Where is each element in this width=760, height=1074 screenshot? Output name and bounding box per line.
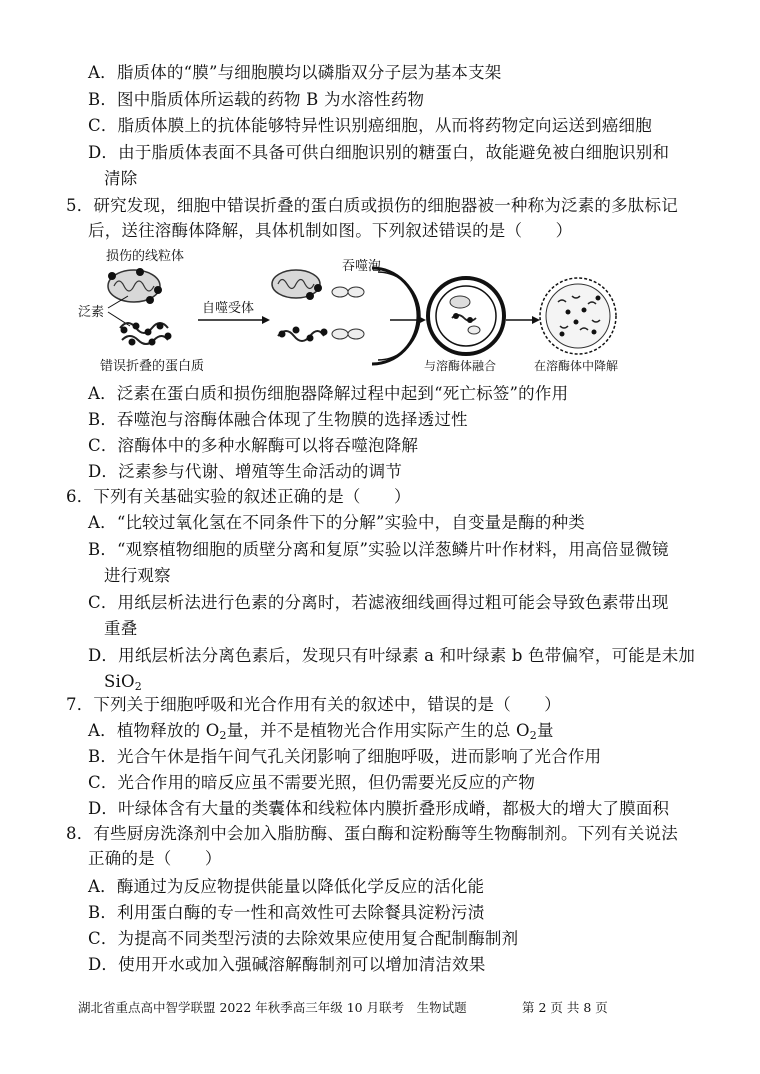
label-fusion: 与溶酶体融合 [424, 359, 497, 373]
footer-page-number: 第 2 页 共 8 页 [522, 1000, 608, 1015]
q4-option-b: B．图中脂质体所运载的药物 B 为水溶性药物 [88, 90, 425, 109]
q7-option-c: C．光合作用的暗反应虽不需要光照，但仍需要光反应的产物 [88, 773, 536, 792]
q6-option-d-cont [104, 671, 142, 693]
q5-option-d: D．泛素参与代谢、增殖等生命活动的调节 [88, 462, 403, 481]
sio-subscript: 2 [134, 680, 142, 693]
q5-option-a: A．泛素在蛋白质和损伤细胞器降解过程中起到“死亡标签”的作用 [88, 384, 569, 403]
q6-option-d: D．用纸层析法分离色素后，发现只有叶绿素 a 和叶绿素 b 色带偏窄，可能是未加 [88, 646, 696, 665]
q4-option-a: A．脂质体的“膜”与细胞膜均以磷脂双分子层为基本支架 [88, 63, 502, 82]
q6-option-b-cont: 进行观察 [104, 566, 171, 585]
q4-option-d: D．由于脂质体表面不具备可供白细胞识别的糖蛋白，故能避免被白细胞识别和 [88, 143, 670, 162]
q8-stem: 8．有些厨房洗涤剂中会加入脂肪酶、蛋白酶和淀粉酶等生物酶制剂。下列有关说法 [66, 824, 678, 843]
q8-option-b: B．利用蛋白酶的专一性和高效性可去除餐具淀粉污渍 [88, 903, 485, 922]
sio-text: SiO [104, 672, 135, 691]
q6-option-a: A．“比较过氧化氢在不同条件下的分解”实验中，自变量是酶的种类 [88, 513, 585, 532]
q6-option-c: C．用纸层析法进行色素的分离时，若滤液细线画得过粗可能会导致色素带出现 [88, 593, 669, 612]
q5-stem-cont: 后，送往溶酶体降解，具体机制如图。下列叙述错误的是（ ） [88, 221, 573, 240]
q5-stem: 5．研究发现，细胞中错误折叠的蛋白质或损伤的细胞器被一种称为泛素的多肽标记 [66, 196, 678, 215]
q7a-sub1: 2 [219, 729, 227, 742]
q4-option-c: C．脂质体膜上的抗体能够特异性识别癌细胞，从而将药物定向运送到癌细胞 [88, 116, 652, 135]
q8-option-a: A．酶通过为反应物提供能量以降低化学反应的活化能 [88, 877, 485, 896]
label-mito: 损伤的线粒体 [106, 249, 185, 264]
q7a-part3: 量 [536, 721, 554, 740]
q7a-part1: A．植物释放的 O [88, 721, 220, 740]
misfolded-protein-icon [120, 323, 172, 346]
q7a-sub2: 2 [529, 729, 537, 742]
q6-option-c-cont: 重叠 [104, 619, 138, 638]
autophagy-figure [72, 246, 632, 380]
q7-option-b: B．光合午休是指午间气孔关闭影响了细胞呼吸，进而影响了光合作用 [88, 747, 602, 766]
lysosome-fusion-icon [428, 278, 504, 354]
q5-option-c: C．溶酶体中的多种水解酶可以将吞噬泡降解 [88, 436, 419, 455]
q8-stem-cont: 正确的是（ ） [88, 849, 222, 868]
q4-option-d-cont: 清除 [104, 169, 138, 188]
label-protein: 错误折叠的蛋白质 [100, 359, 205, 374]
q7-option-d: D．叶绿体含有大量的类囊体和线粒体内膜折叠形成嵴，都极大的增大了膜面积 [88, 799, 670, 818]
q7-option-a [88, 720, 554, 742]
lysosome-degradation-icon [540, 278, 616, 354]
q5-option-b: B．吞噬泡与溶酶体融合体现了生物膜的选择透过性 [88, 410, 468, 429]
label-receptor: 自噬受体 [202, 301, 255, 316]
q7-stem: 7．下列关于细胞呼吸和光合作用有关的叙述中，错误的是（ ） [66, 695, 561, 714]
q8-option-d: D．使用开水或加入强碱溶解酶制剂可以增加清洁效果 [88, 955, 486, 974]
footer-title: 湖北省重点高中智学联盟 2022 年秋季高三年级 10 月联考 生物试题 [78, 1000, 467, 1015]
phagophore-icon [272, 268, 420, 364]
label-degrade: 在溶酶体中降解 [534, 359, 619, 373]
q7a-part2: 量，并不是植物光合作用实际产生的总 O [226, 721, 530, 740]
q6-option-b: B．“观察植物细胞的质壁分离和复原”实验以洋葱鳞片叶作材料，用高倍显微镜 [88, 540, 669, 559]
label-phagophore: 吞噬泡 [342, 259, 382, 274]
q8-option-c: C．为提高不同类型污渍的去除效果应使用复合配制酶制剂 [88, 929, 519, 948]
q6-stem: 6．下列有关基础实验的叙述正确的是（ ） [66, 487, 411, 506]
mitochondrion-icon [108, 268, 162, 304]
label-ubiquitin: 泛素 [78, 305, 105, 320]
